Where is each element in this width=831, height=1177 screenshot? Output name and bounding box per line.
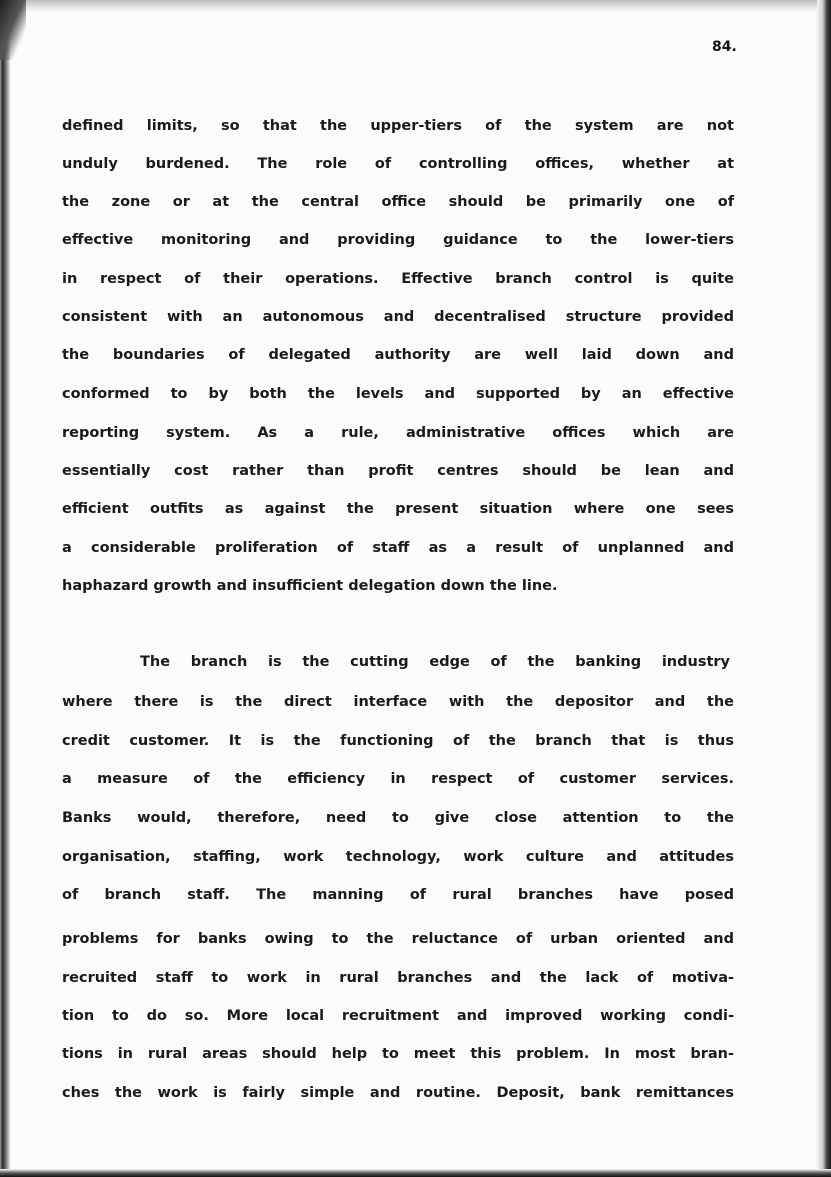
text-line: ches the work is fairly simple and routine. Deposit, bank remittances — [62, 1085, 734, 1101]
text-line: conformed to by both the levels and supported by an effective — [62, 386, 734, 402]
text-line: effective monitoring and providing guidance to the lower-tiers — [62, 232, 734, 248]
text-line: the zone or at the central office should be primarily one of — [62, 194, 734, 210]
text-line: Banks would, therefore, need to give close attention to the — [62, 810, 734, 826]
text-line: a measure of the efficiency in respect of customer services. — [62, 771, 734, 787]
scan-edge-bottom — [0, 1169, 831, 1177]
text-line: unduly burdened. The role of controlling offices, whether at — [62, 156, 734, 172]
text-line: efficient outfits as against the present situation where one sees — [62, 501, 734, 517]
text-line: where there is the direct interface with the depositor and the — [62, 694, 734, 710]
scan-edge-top — [0, 0, 831, 12]
scan-shadow-corner — [0, 0, 26, 60]
scan-edge-right — [817, 0, 831, 1177]
text-line: problems for banks owing to the reluctance of urban oriented and — [62, 931, 734, 947]
text-line: reporting system. As a rule, administrative offices which are — [62, 425, 734, 441]
page-number: 84. — [712, 39, 737, 55]
text-line: tion to do so. More local recruitment and improved working condi- — [62, 1008, 734, 1024]
text-line: in respect of their operations. Effective branch control is quite — [62, 271, 734, 287]
text-line: organisation, staffing, work technology, work culture and attitudes — [62, 849, 734, 865]
text-line: essentially cost rather than profit centres should be lean and — [62, 463, 734, 479]
text-line: the boundaries of delegated authority are well laid down and — [62, 347, 734, 363]
text-line: credit customer. It is the functioning of the branch that is thus — [62, 733, 734, 749]
text-line: defined limits, so that the upper-tiers of the system are not — [62, 118, 734, 134]
text-line: consistent with an autonomous and decentralised structure provided — [62, 309, 734, 325]
text-line: tions in rural areas should help to meet this problem. In most bran- — [62, 1046, 734, 1062]
text-line: a considerable proliferation of staff as a result of unplanned and — [62, 540, 734, 556]
text-line: haphazard growth and insufficient delegation down the line. — [62, 578, 558, 594]
scan-edge-left — [0, 0, 10, 1177]
text-line: The branch is the cutting edge of the banking industry — [140, 654, 730, 670]
text-line: recruited staff to work in rural branches and the lack of motiva- — [62, 970, 734, 986]
text-line: of branch staff. The manning of rural branches have posed — [62, 887, 734, 903]
